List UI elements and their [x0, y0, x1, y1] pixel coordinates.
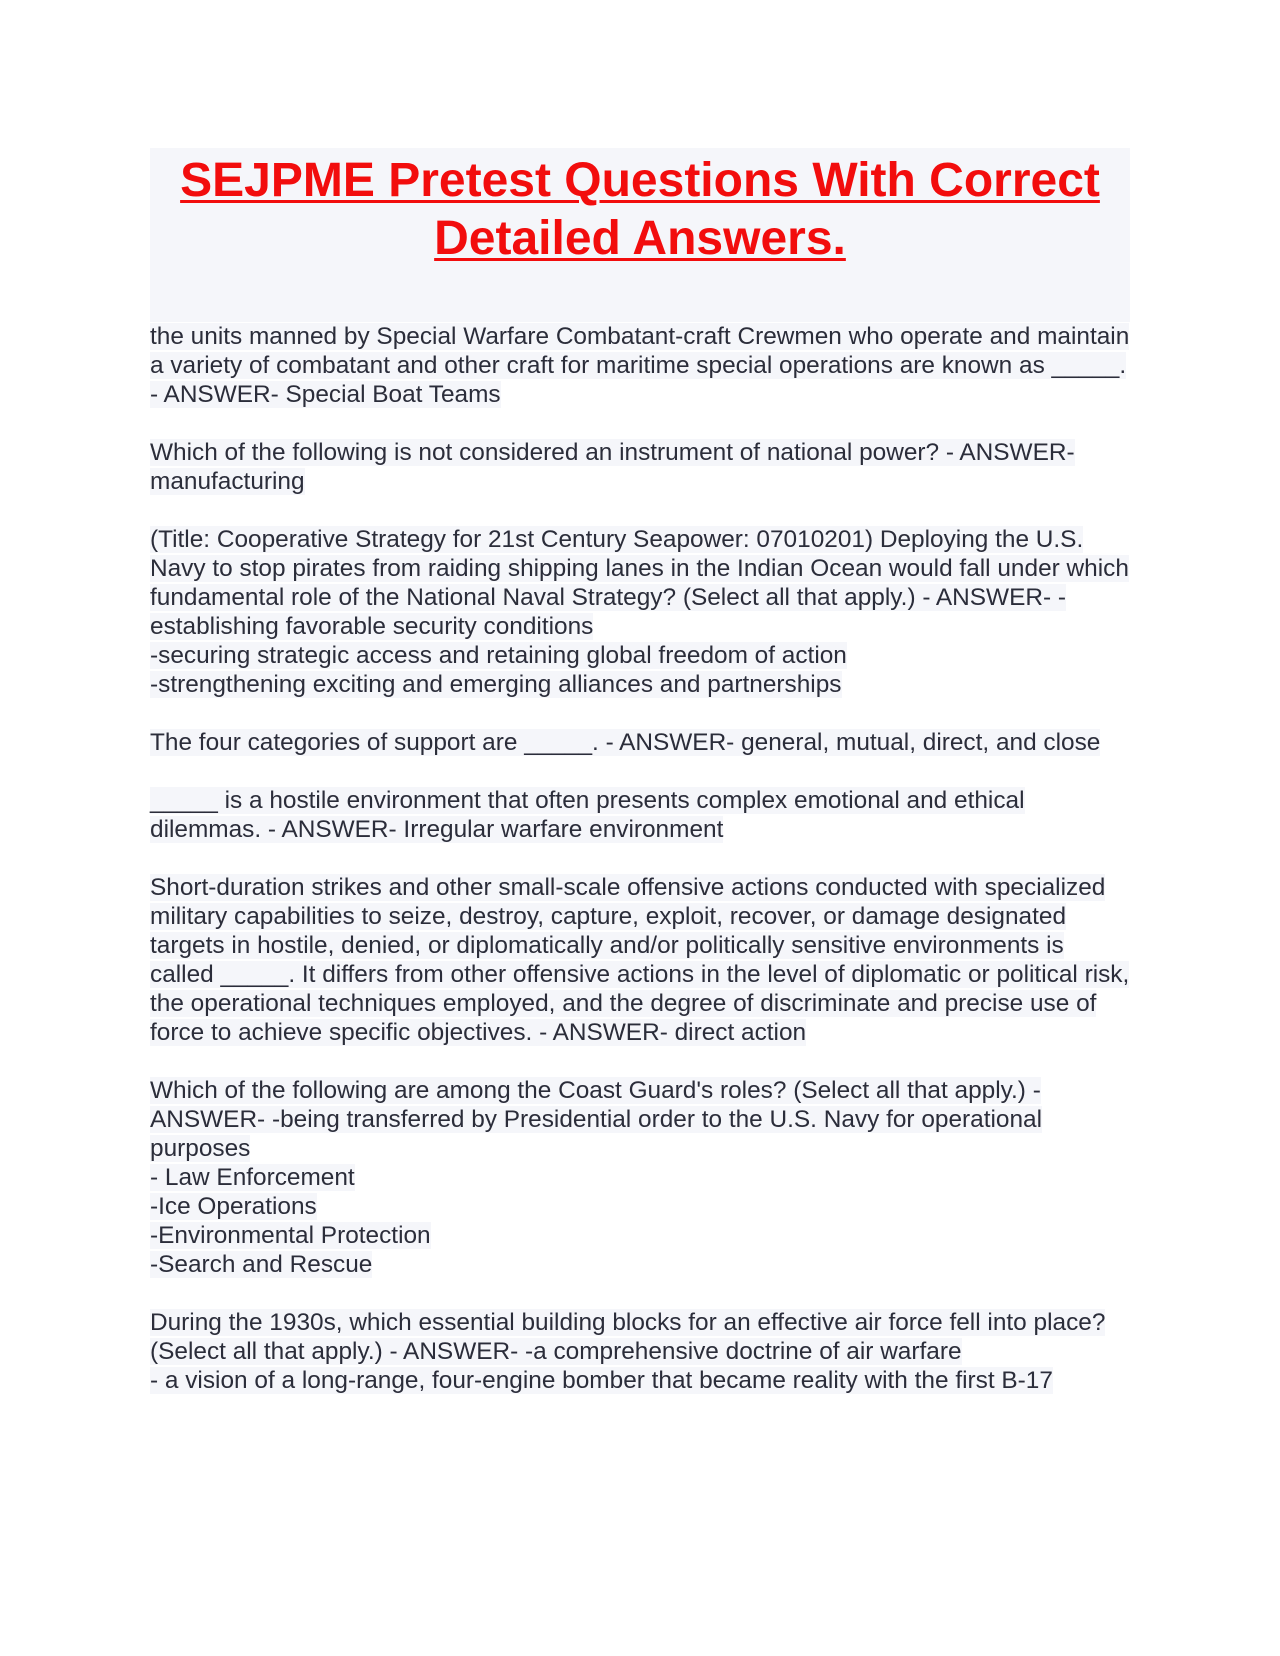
title-block: [150, 148, 1130, 322]
qa-text: Short-duration strikes and other small-scale offensive actions conducted with specialized military capabilities to seize, destroy, capture, exploit, recover, or damage designated targets in hostile, denied, or diplomatically and/or politically sensitive environments is called _____. It differs from other offensive actions in the level of diplomatic or political risk, the operational techniques employed, and the degree of discriminate and precise use of force to achieve specific objectives. - ANSWER- direct action: [150, 874, 1130, 1046]
qa-entry: [150, 525, 1130, 699]
document-title: [150, 152, 1130, 268]
answer-item: - a vision of a long-range, four-engine bomber that became reality with the first B-17: [150, 1367, 1053, 1394]
title-line-2: Detailed Answers.: [434, 212, 846, 265]
title-line-1: SEJPME Pretest Questions With Correct: [180, 154, 1100, 207]
document-page: [150, 148, 1130, 1424]
qa-entry: [150, 873, 1130, 1047]
answer-item: -Search and Rescue: [150, 1251, 373, 1278]
qa-text: Which of the following are among the Coast Guard's roles? (Select all that apply.) - ANSWER- -being transferred by Presidential order to the U.S. Navy for operational purposes: [150, 1077, 1043, 1162]
qa-entry: [150, 438, 1130, 496]
qa-text: the units manned by Special Warfare Combatant-craft Crewmen who operate and maintain a variety of combatant and other craft for maritime special operations are known as _____. - ANSWER- Special Boat Teams: [150, 323, 1130, 408]
qa-text: During the 1930s, which essential building blocks for an effective air force fell into place? (Select all that apply.) - ANSWER- -a comprehensive doctrine of air warfare: [150, 1309, 1106, 1365]
qa-text: The four categories of support are _____. - ANSWER- general, mutual, direct, and close: [150, 729, 1101, 756]
answer-item: -securing strategic access and retaining global freedom of action: [150, 642, 847, 669]
answer-item: -Environmental Protection: [150, 1222, 431, 1249]
qa-entry: [150, 1076, 1130, 1279]
answer-item: -Ice Operations: [150, 1193, 317, 1220]
answer-item: -strengthening exciting and emerging alliances and partnerships: [150, 671, 842, 698]
qa-entry: [150, 1308, 1130, 1395]
qa-list: [150, 322, 1130, 1395]
qa-entry: [150, 322, 1130, 409]
qa-text: (Title: Cooperative Strategy for 21st Century Seapower: 07010201) Deploying the U.S. Navy to stop pirates from raiding shipping lanes in the Indian Ocean would fall under which fundamental role of the National Naval Strategy? (Select all that apply.) - ANSWER- -establishing favorable security conditions: [150, 526, 1129, 640]
qa-text: _____ is a hostile environment that often presents complex emotional and ethical dilemmas. - ANSWER- Irregular warfare environment: [150, 787, 1025, 843]
qa-text: Which of the following is not considered an instrument of national power? - ANSWER- manufacturing: [150, 439, 1075, 495]
answer-item: - Law Enforcement: [150, 1164, 355, 1191]
qa-entry: [150, 728, 1130, 757]
qa-entry: [150, 786, 1130, 844]
